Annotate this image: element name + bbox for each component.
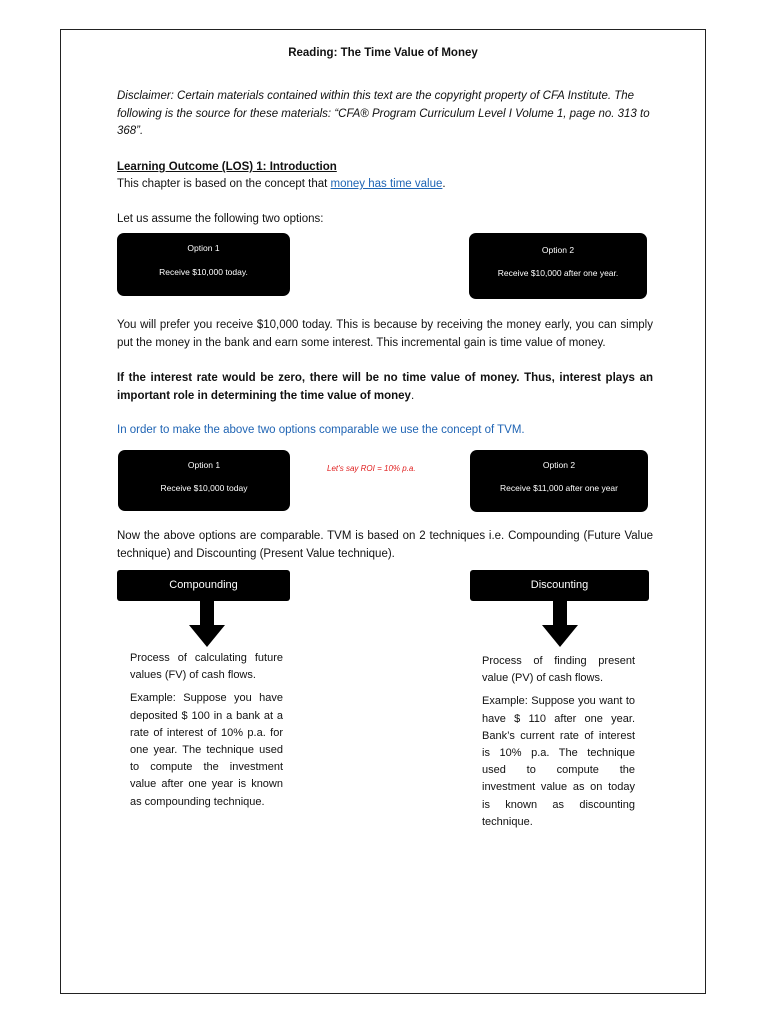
- chapter-intro: [117, 176, 446, 194]
- option-2-comparable-title: Option 2: [542, 460, 576, 470]
- zero-interest-bold: If the interest rate would be zero, there will be no time value of money. Thus, interest plays an important role in determining the time value of money: [117, 372, 653, 402]
- zero-interest-end: .: [410, 389, 415, 402]
- document-page: [60, 29, 706, 994]
- option-1-text: Receive $10,000 today.: [159, 267, 248, 277]
- option-1-comparable-box: [118, 450, 290, 511]
- option-1-comparable-text: Receive $10,000 today: [160, 483, 248, 493]
- discounting-definition: Process of finding present value (PV) of cash flows.: [482, 655, 635, 685]
- option-2-title: Option 2: [541, 245, 575, 255]
- arrow-down-icon: [542, 601, 578, 647]
- compounding-definition: Process of calculating future values (FV) of cash flows.: [130, 652, 283, 682]
- tvm-concept-text: In order to make the above two options comparable we use the concept of TVM.: [117, 424, 525, 436]
- discounting-header: Discounting: [470, 570, 649, 601]
- techniques-paragraph: Now the above options are comparable. TVM is based on 2 techniques i.e. Compounding (Future Value technique) and Discounting (Present Value technique).: [117, 530, 653, 560]
- option-1-title: Option 1: [187, 243, 220, 253]
- compounding-header: Compounding: [117, 570, 290, 601]
- roi-note: Let’s say ROI = 10% p.a.: [327, 464, 416, 473]
- los-heading: Learning Outcome (LOS) 1: Introduction: [117, 161, 337, 173]
- chapter-intro-prefix: This chapter is based on the concept that: [117, 178, 331, 190]
- disclaimer-text: Disclaimer: Certain materials contained within this text are the copyright property of CFA Institute. The following is the source for these materials: “CFA® Program Curriculum Level I Volume 1, page no. 313 to 368”.: [117, 90, 650, 137]
- discounting-example: Example: Suppose you want to have $ 110 after one year. Bank’s current rate of interest is 10% p.a. The technique used to compute the investment value as on today is known as discounting technique.: [482, 695, 635, 828]
- compounding-description: [130, 650, 283, 817]
- option-1-comparable-title: Option 1: [187, 460, 221, 470]
- prefer-paragraph: You will prefer you receive $10,000 today. This is because by receiving the money early, you can simply put the money in the bank and earn some interest. This incremental gain is time value of money.: [117, 319, 653, 349]
- option-2-comparable-box: [470, 450, 648, 512]
- option-2-text: Receive $10,000 after one year.: [497, 268, 619, 278]
- option-1-box: [117, 233, 290, 296]
- document-title: Reading: The Time Value of Money: [288, 47, 478, 59]
- arrow-down-icon: [189, 601, 225, 647]
- zero-interest-paragraph: [117, 370, 653, 405]
- compounding-example: Example: Suppose you have deposited $ 100 in a bank at a rate of interest of 10% p.a. for one year. The technique used to compute the investment value after one year is known as compounding technique.: [130, 692, 283, 808]
- discounting-description: [482, 653, 635, 837]
- option-2-comparable-text: Receive $11,000 after one year: [500, 483, 618, 493]
- option-2-box: [469, 233, 647, 299]
- assume-text: Let us assume the following two options:: [117, 213, 324, 225]
- money-time-value-link[interactable]: money has time value: [330, 178, 443, 190]
- chapter-intro-suffix: .: [442, 178, 446, 190]
